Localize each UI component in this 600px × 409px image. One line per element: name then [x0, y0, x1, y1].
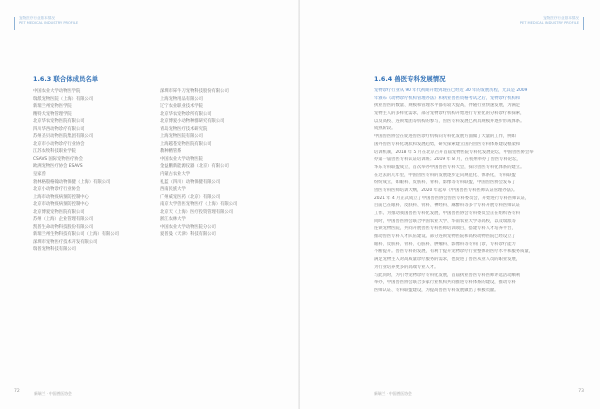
- member-organization: 浙江农林大学: [160, 217, 186, 223]
- member-organization: 辽宁农业职业技术学院: [160, 104, 203, 110]
- member-organization: 礼蓝（四川）动物保健有限公司: [160, 179, 221, 185]
- header-title: 宠物医疗行业基本情况: [19, 16, 55, 20]
- body-text-line: 满足宠物主人对高质量诊疗服务的需求，也促进了兽医从业人员的职业发展，: [374, 257, 521, 263]
- body-text-line: 宠物诊疗行业从 90 年代初期开始到现在已经近 30 年的发展历程，尤其是 2009: [374, 88, 528, 93]
- page-number: 72: [14, 389, 20, 394]
- member-organization: 爱普曼（天津）科技有限公司: [160, 232, 216, 238]
- body-text-line: 兽医专科医师培训大纲，2020 年起草《中国兽医专科医师认证管理办法》。: [374, 187, 518, 193]
- member-organization: 北京华农宠物诊所有限公司: [160, 111, 212, 117]
- body-text-line: 在过去的几年里，中国兽医专科的发展逐步走向规范化、体系化，专科联盟: [374, 172, 516, 178]
- member-organization: 北京市动物疫病预防控制中心: [33, 202, 89, 208]
- member-organization: 北京市小动物诊疗行业协会: [33, 141, 85, 147]
- member-organization: 内蒙古农业大学: [160, 172, 191, 178]
- member-organization: 新瑞兰州生物科技有限公司（上海）有限公司: [33, 232, 119, 238]
- member-organization: 金益鹏新能源仪器（北京）有限公司: [160, 164, 229, 170]
- member-organization: 北京华农宠物医院有限公司: [33, 119, 85, 125]
- member-organization: 北京博爱小动物种群研究有限公司: [160, 119, 225, 125]
- section-title-member-list: 1.6.3 联合体成员名单: [33, 75, 99, 83]
- member-organization: 深圳市犀牛刀宠物科技股份有限公司: [160, 89, 229, 94]
- header-text: [19, 16, 78, 26]
- body-text-line: 执业兽医的数量、规模和管理水平都有较大提高，伴随行业快速发展，为满足: [374, 103, 521, 109]
- member-organization: 苏州（上海）企业管理有限公司: [33, 217, 94, 223]
- member-organization: 西南民族大学: [160, 187, 186, 193]
- body-text: [374, 88, 580, 293]
- body-text-line: 同时，中国兽医协会联合中国农业大学、华南农业大学等高校，以及瑞派等: [374, 218, 516, 224]
- body-text-line: 推动兽医专科人才队伍建设。部分连锁宠物医院和高校动物医院已经设立了: [374, 234, 516, 240]
- left-page-header: [14, 16, 78, 30]
- member-organization: 北京小动物诊疗行业协会: [33, 187, 81, 193]
- member-list-column-2: [160, 89, 237, 237]
- footer-label: 新瑞兰 · 中国兽医协会: [34, 391, 72, 396]
- member-organization: 上海宠物医院有限公司: [160, 134, 203, 140]
- member-organization: 中国农业大学动物医院分公司: [160, 224, 216, 230]
- member-organization: 南京大学兽医宠物医疗（上海）有限公司: [160, 202, 238, 208]
- body-text-line: 与此同时，为引导宠物诊疗专科化发展，首届执业兽医专科医师评选活动顺利: [374, 272, 521, 278]
- body-text-line: 不断提升。兽医专科的发展，有利于提升宠物诊疗行业整体的医疗水平和服务质量，: [374, 249, 533, 255]
- header-rule: [14, 17, 15, 30]
- member-organization: 上海越苍宠物医院有限公司: [160, 141, 212, 147]
- member-organization: 北京博爱宠物医院有限公司: [33, 209, 85, 215]
- body-text-line: 年颁布《动物诊疗机构管理办法》和执业兽医资格考试之后，宠物诊疗机构和: [374, 95, 521, 101]
- footer-label: 新瑞兰 · 中国兽医协会: [374, 391, 412, 396]
- member-organization: 精特犬宠物管理学院: [33, 111, 72, 117]
- body-text-line: 办第一届兽医专科认证培训班；2019 年 8 月，在杭州举办了兽医专科论坛，: [374, 157, 521, 163]
- member-organization: 皇家兽: [33, 172, 46, 178]
- body-text-line: 连锁宠物医院，共同开展兽医专科医师培训项目，搭建专科人才培养平台，: [374, 226, 516, 232]
- header-title: 宠物医疗行业基本情况: [543, 16, 579, 20]
- member-organization: 瑞普宠物科技有限公司: [33, 247, 76, 253]
- body-text-line: 成熟阶段。: [374, 126, 396, 132]
- member-organization: 教种精管系: [160, 149, 182, 155]
- header-rule: [583, 17, 584, 30]
- body-text-line: 宠物主人的多样化需求，部分宠物诊疗机构开始进行专业化的分科诊疗和探索，: [374, 111, 525, 117]
- body-text-line: 2021 年 4 月正式成立了中国兽医协会兽医专科委员会，开始进行专科医师认证，: [374, 195, 530, 201]
- body-text-line: 以及高校、连锁集团等机构的参与，兽医专科发展已初具规模并逐步形成体系。: [374, 118, 525, 124]
- body-text-line: 目前已在眼科、皮肤科、骨科、神经科、麻醉科等多个专科开展专科医师认证: [374, 203, 521, 209]
- member-organization: 中国农业大学动物医学院: [33, 89, 81, 94]
- member-organization: 新瑞兰州宠物医学院: [33, 104, 72, 110]
- member-organization: 上海市动物疫病预防控制中心: [33, 194, 89, 200]
- member-organization: 上海宠物用品有限公司: [160, 96, 203, 102]
- page-number: 73: [578, 389, 584, 394]
- member-organization: 凯普生命动物科技股份有限公司: [33, 224, 94, 230]
- member-organization: 青岛宠物医疗技术研究院: [160, 126, 208, 132]
- section-title-specialty-development: 1.6.4 兽医专科发展情况: [374, 75, 446, 83]
- member-list-column-1: [33, 89, 119, 252]
- member-organization: 中国农业大学动物医院: [160, 156, 203, 162]
- member-organization: 深圳市宠物医疗技术开发有限公司: [33, 239, 98, 245]
- header-subtitle: PET MEDICAL INDUSTRY PROFILE: [19, 21, 79, 25]
- header-text: [520, 16, 579, 26]
- member-organization: CSAVS 国际宠物医疗协会: [33, 156, 83, 162]
- body-text-line: 纷纷成立，如眼科、皮肤科、骨科、影像等专科联盟，中国兽医协会发布了: [374, 180, 516, 186]
- body-text-line: 工作。为推动我国兽医专科化发展，中国兽医协会专科委员会正在组织各专科: [374, 211, 521, 216]
- body-text-line: 中国兽医协会在促进兽医诊疗机构向专科化发展方面做了大量的工作，例如: [374, 134, 516, 140]
- member-organization: 江苏农牧科技职业学院: [33, 149, 76, 155]
- body-text-line: 眼科、皮肤科、骨科、心脏科、肿瘤科、影像科等专科门诊，专科诊疗能力: [374, 241, 516, 247]
- member-organization: 瑞派宠物医院（上海）有限公司: [33, 96, 94, 102]
- body-text-line: 培训机制，2018 年 5 月在北京召开首届宠物医院专科化发展论坛，中国兽医协会举: [374, 149, 534, 155]
- body-text-line: 华东专科联盟成立，首次举办中国兽医专科大会，探讨兽医专科化体系的建立。: [374, 164, 525, 170]
- body-text-line: 国外兽医专科化现状和发展趋势，研究探索建立国内兽医专科体系建设框架和: [374, 141, 521, 147]
- body-text-line: 为行业培养更多的高端专业人才。: [374, 264, 439, 270]
- body-text-line: 医师认证、专科联盟建设，为提高兽医专科发展做出了积极贡献。: [374, 287, 499, 293]
- member-organization: 广州威宠医药（北京）有限公司: [160, 194, 221, 200]
- body-text-line: 举办，中国兽医协会联合多家行业机构共同推进专科体系的建设，推动专科: [374, 280, 516, 286]
- header-subtitle: PET MEDICAL INDUSTRY PROFILE: [519, 21, 579, 25]
- right-page: [300, 0, 600, 409]
- member-organization: 北京天（上海）医疗投资管理有限公司: [160, 209, 234, 215]
- right-page-header: [520, 16, 584, 30]
- member-organization: 勃林格殷格翰动物保健（上海）有限公司: [33, 179, 111, 185]
- member-organization: 苏州圣贝动物医院集团有限公司: [33, 134, 94, 140]
- member-organization: 四川华西动物诊疗有限公司: [33, 126, 85, 132]
- member-organization: 欧洲宠物医疗协会 ESAVS: [33, 164, 83, 170]
